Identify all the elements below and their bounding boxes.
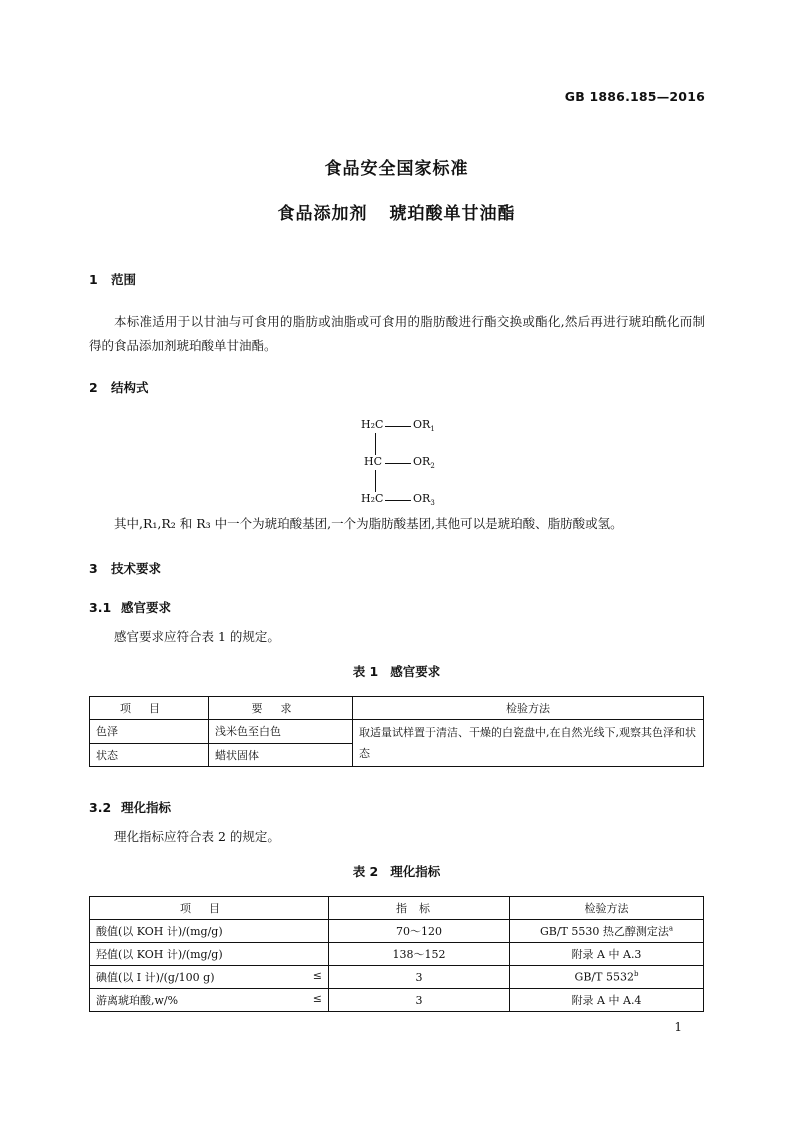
cell-method: GB/T 5532$^b$ xyxy=(510,966,704,989)
cell-item: 色泽 xyxy=(90,720,209,744)
paragraph: 其中,R₁,R₂ 和 R₃ 中一个为琥珀酸基团,一个为脂肪酸基团,其他可以是琥珀酸、脂肪酸或氢。 xyxy=(114,516,623,531)
section-number: 3.1 xyxy=(89,600,112,615)
table-header-row xyxy=(90,897,704,920)
section-1-heading xyxy=(89,270,136,288)
formula-row2-left: HC xyxy=(364,455,383,468)
paragraph: 本标准适用于以甘油与可食用的脂肪或油脂或可食用的脂肪酸进行酯交换或酯化,然后再进行琥珀酰化而制得的食品添加剂琥珀酸单甘油酯。 xyxy=(89,314,705,353)
cell-item: 状态 xyxy=(90,743,209,767)
section-3-2-heading xyxy=(89,798,171,816)
section-title: 理化指标 xyxy=(121,800,172,815)
formula-row1-left: H₂C xyxy=(361,418,384,431)
cell-value: 3 xyxy=(329,989,510,1012)
bond-line xyxy=(375,433,376,455)
formula-row3-left: H₂C xyxy=(361,492,384,505)
table-physicochemical-indexes xyxy=(89,896,704,1012)
caption-number: 表 2 xyxy=(352,864,379,879)
section-2-heading xyxy=(89,378,149,396)
formula-row2-right: $OR_2$ xyxy=(413,455,435,471)
header-item: 项目 xyxy=(90,697,209,720)
section-number: 3 xyxy=(89,561,98,576)
section-title: 感官要求 xyxy=(121,600,172,615)
bond-line xyxy=(385,426,411,427)
table-header-row xyxy=(90,697,704,720)
table-sensory-requirements xyxy=(89,696,704,767)
table-2-caption xyxy=(0,862,793,880)
section-3-1-text xyxy=(89,625,705,649)
bond-line xyxy=(385,463,411,464)
caption-number: 表 1 xyxy=(352,664,379,679)
subtitle-part1: 食品添加剂 xyxy=(277,204,368,224)
header-method: 检验方法 xyxy=(510,897,704,920)
header-item: 项目 xyxy=(90,897,329,920)
cell-item: 酸值(以 KOH 计)/(mg/g) xyxy=(90,920,329,943)
header-method: 检验方法 xyxy=(353,697,704,720)
cell-requirement: 浅米色至白色 xyxy=(209,720,353,744)
table-row xyxy=(90,943,704,966)
cell-method: 取适量试样置于清洁、干燥的白瓷盘中,在自然光线下,观察其色泽和状态 xyxy=(353,720,704,767)
cell-requirement: 蜡状固体 xyxy=(209,743,353,767)
paragraph: 理化指标应符合表 2 的规定。 xyxy=(114,829,280,844)
cell-item: 碘值(以 I 计)/(g/100 g) ≤ xyxy=(90,966,329,989)
standard-code: GB 1886.185—2016 xyxy=(564,89,705,104)
section-3-heading xyxy=(89,559,161,577)
formula-row3-right: $OR_3$ xyxy=(413,492,435,508)
structural-formula xyxy=(355,418,475,508)
cell-value: 3 xyxy=(329,966,510,989)
caption-title: 感官要求 xyxy=(390,664,441,679)
section-1-text xyxy=(89,310,705,358)
page-number: 1 xyxy=(674,1020,682,1034)
header-index: 指标 xyxy=(329,897,510,920)
cell-value: 70～120 xyxy=(329,920,510,943)
formula-row1-right: $OR_1$ xyxy=(413,418,435,434)
section-title: 技术要求 xyxy=(111,561,162,576)
header-requirement: 要求 xyxy=(209,697,353,720)
document-subtitle xyxy=(0,199,793,224)
table-row xyxy=(90,920,704,943)
cell-method: 附录 A 中 A.4 xyxy=(510,989,704,1012)
caption-title: 理化指标 xyxy=(390,864,441,879)
cell-value: 138～152 xyxy=(329,943,510,966)
table-1-caption xyxy=(0,662,793,680)
table-row xyxy=(90,989,704,1012)
paragraph: 感官要求应符合表 1 的规定。 xyxy=(114,629,280,644)
section-number: 1 xyxy=(89,272,98,287)
cell-item: 羟值(以 KOH 计)/(mg/g) xyxy=(90,943,329,966)
bond-line xyxy=(385,500,411,501)
section-number: 2 xyxy=(89,380,98,395)
section-number: 3.2 xyxy=(89,800,112,815)
table-row xyxy=(90,966,704,989)
cell-method: 附录 A 中 A.3 xyxy=(510,943,704,966)
table-row xyxy=(90,720,704,744)
document-title: 食品安全国家标准 xyxy=(324,159,469,179)
section-title: 范围 xyxy=(111,272,137,287)
cell-method: GB/T 5530 热乙醇测定法$^a$ xyxy=(510,920,704,943)
bond-line xyxy=(375,470,376,492)
section-title: 结构式 xyxy=(111,380,149,395)
section-3-2-text xyxy=(89,825,705,849)
section-3-1-heading xyxy=(89,598,171,616)
formula-note xyxy=(89,512,705,536)
cell-item: 游离琥珀酸,w/% ≤ xyxy=(90,989,329,1012)
subtitle-part2: 琥珀酸单甘油酯 xyxy=(389,204,516,224)
